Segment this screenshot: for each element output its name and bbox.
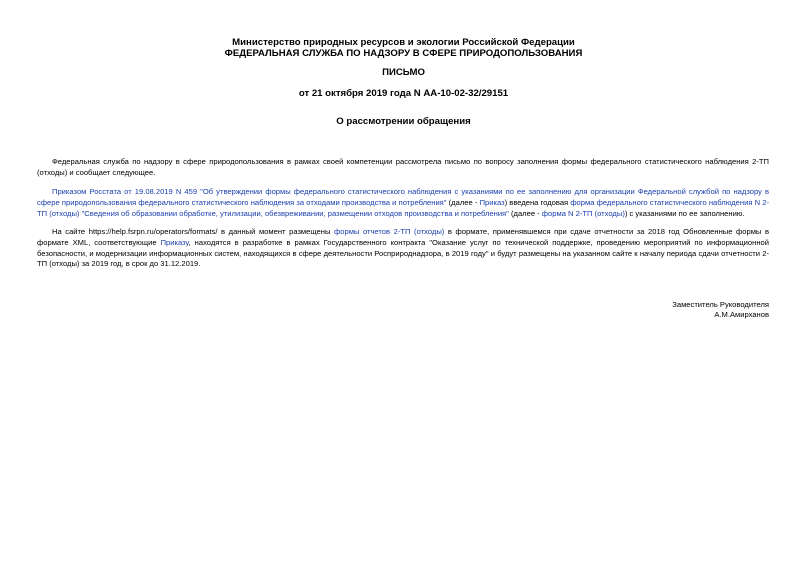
document-subject: О рассмотрении обращения xyxy=(336,116,471,127)
document-date-number: от 21 октября 2019 года N АА-10-02-32/29151 xyxy=(298,88,509,99)
order-link[interactable]: Приказу xyxy=(160,237,189,247)
signatory-position: Заместитель Руководителя xyxy=(672,300,769,309)
paragraph-text: (далее - xyxy=(508,208,542,218)
document-type: ПИСЬМО xyxy=(382,67,425,78)
paragraph-text: ) введена годовая xyxy=(504,197,571,207)
order-short-link[interactable]: Приказ xyxy=(479,197,505,207)
ministry-name: Министерство природных ресурсов и экологии Российской Федерации xyxy=(232,37,575,48)
report-forms-link[interactable]: формы отчетов 2-ТП (отходы) xyxy=(334,227,445,236)
paragraph-text: На сайте https://help.fsrpn.ru/operators/formats/ в данный момент размещены xyxy=(52,227,334,236)
paragraph-text: ) с указаниями по ее заполнению. xyxy=(624,208,745,218)
paragraph-order xyxy=(37,187,769,219)
form-2tp-full-link[interactable]: форма федерального статистического наблюдения N 2-ТП (отходы) "Сведения об образовании обработке, утилизации, обезвреживании, размещении отходов производства и потребления" xyxy=(37,197,769,218)
paragraph-text: , находятся в разработке в рамках Государственного контракта "Оказание услуг по технической поддержке, проведению мероприятий по информационной безопасности, и модернизации информационных систем, находящихся в сфере деятельности Росприроднадзора, в 2019 году" и будут размещены на указанном сайте к началу периода сдачи отчетности 2-ТП (отходы) за 2019 год, в срок до 31.12.2019. xyxy=(37,237,769,269)
paragraph-website xyxy=(37,227,769,270)
service-name: ФЕДЕРАЛЬНАЯ СЛУЖБА ПО НАДЗОРУ В СФЕРЕ ПРИРОДОПОЛЬЗОВАНИЯ xyxy=(224,48,583,59)
paragraph-text: в формате, применявшемся при сдаче отчетности за 2018 год Обновленные формы в формате XML, соответствующие xyxy=(37,227,769,247)
form-2tp-short-link[interactable]: форма N 2-ТП (отходы) xyxy=(541,208,625,218)
signatory-name: А.М.Амирханов xyxy=(714,310,769,319)
paragraph-intro: Федеральная служба по надзору в сфере природопользования в рамках своей компетенции рассмотрела письмо по вопросу заполнения формы федерального статистического наблюдения 2-ТП (отходы) и сообщает следующее. xyxy=(37,157,769,177)
order-rosstat-link[interactable]: Приказом Росстата от 19.08.2019 N 459 "Об утверждении формы федерального статистического наблюдения с указаниями по ее заполнению для организации Федеральной службой по надзору в сфере природопользования федерального статистического наблюдения за отходами производства и потребления" xyxy=(37,187,769,207)
paragraph-text: (далее - xyxy=(446,197,480,207)
